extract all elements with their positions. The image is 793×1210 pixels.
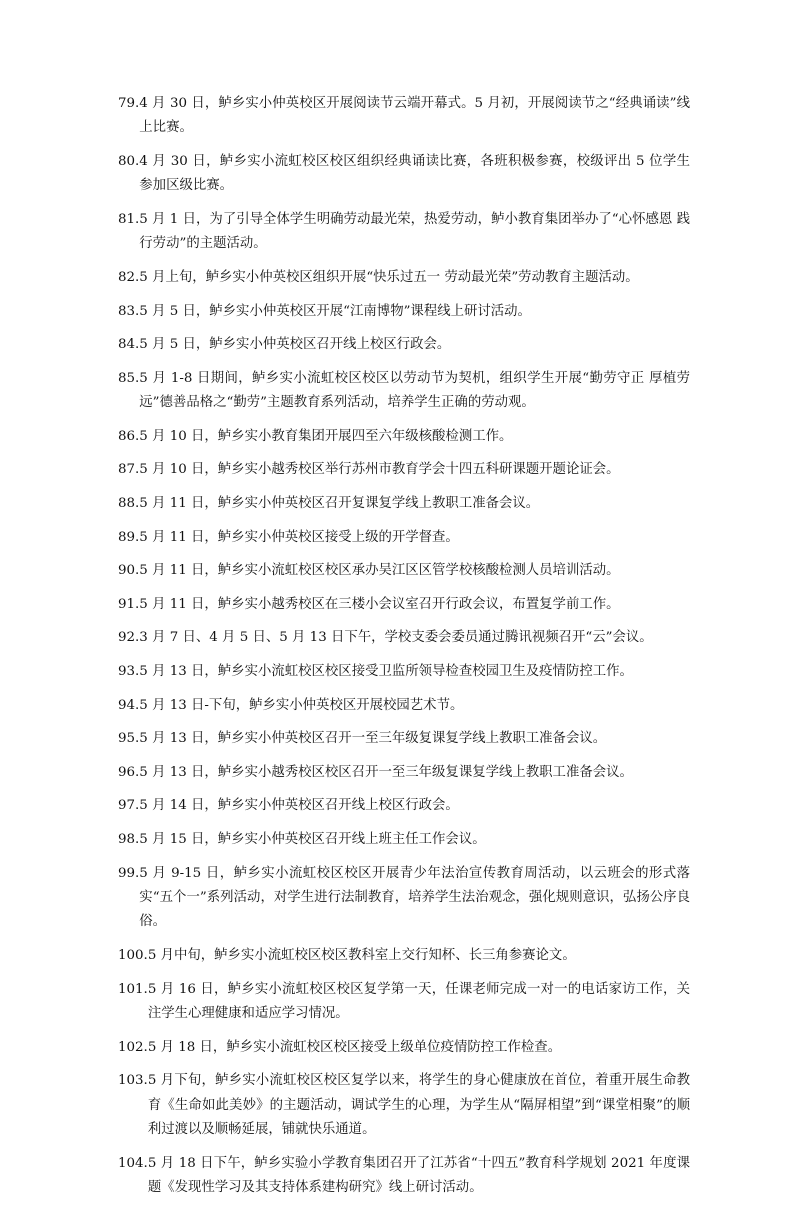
item-text: 5 月 5 日，鲈乡实小仲英校区开展“江南博物”课程线上研讨活动。 [139, 303, 531, 319]
item-text: 5 月 11 日，鲈乡实小越秀校区在三楼小会议室召开行政会议，布置复学前工作。 [139, 596, 620, 612]
list-item [118, 862, 690, 935]
item-number: 95. [118, 731, 140, 747]
list-item [118, 367, 690, 416]
item-text: 5 月 16 日，鲈乡实小流虹校区校区复学第一天，任课老师完成一对一的电话家访工作，关注学生心理健康和适应学习情况。 [147, 981, 690, 1021]
item-text: 5 月 15 日，鲈乡实小仲英校区召开线上班主任工作会议。 [139, 831, 486, 847]
list-item [118, 694, 690, 718]
list-item [118, 761, 690, 785]
list-item [118, 1036, 690, 1060]
item-text: 5 月 1 日，为了引导全体学生明确劳动最光荣，热爱劳动，鲈小教育集团举办了“心怀感恩 践行劳动”的主题活动。 [139, 212, 690, 252]
item-text: 5 月 11 日，鲈乡实小仲英校区召开复课复学线上教职工准备会议。 [139, 495, 540, 511]
list-item [118, 458, 690, 482]
list-item [118, 333, 690, 357]
list-item [118, 660, 690, 684]
item-number: 88. [118, 495, 140, 511]
item-number: 97. [118, 798, 140, 814]
item-number: 89. [118, 529, 140, 545]
item-text: 5 月下旬，鲈乡实小流虹校区校区复学以来，将学生的身心健康放在首位，着重开展生命教育《生命如此美妙》的主题活动，调试学生的心理，为学生从“隔屏相望”到“课堂相聚”的顺利过渡以及顺畅延展，铺就快乐通道。 [147, 1073, 690, 1137]
item-text: 5 月 18 日，鲈乡实小流虹校区校区接受上级单位疫情防控工作检查。 [147, 1039, 562, 1055]
item-text: 5 月 10 日，鲈乡实小教育集团开展四至六年级核酸检测工作。 [139, 428, 513, 444]
item-number: 83. [118, 303, 140, 319]
item-text: 5 月上旬，鲈乡实小仲英校区组织开展“快乐过五一 劳动最光荣”劳动教育主题活动。 [139, 270, 639, 285]
item-number: 79. [118, 96, 140, 111]
list-item [118, 626, 690, 650]
item-text: 5 月 1-8 日期间，鲈乡实小流虹校区校区以劳动节为契机，组织学生开展“勤劳守正 厚植劳远”德善品格之“勤劳”主题教育系列活动，培养学生正确的劳动观。 [139, 370, 690, 411]
item-number: 84. [118, 337, 140, 353]
list-item [118, 425, 690, 449]
item-text: 5 月 11 日，鲈乡实小仲英校区接受上级的开学督查。 [139, 529, 459, 545]
item-text: 5 月 9-15 日，鲈乡实小流虹校区校区开展青少年法治宣传教育周活动，以云班会的形式落实“五个一”系列活动，对学生进行法制教育，培养学生法治观念，强化规则意识，弘扬公序良俗。 [139, 865, 690, 930]
item-number: 92. [118, 630, 140, 646]
item-number: 87. [118, 462, 140, 478]
list-item [118, 1152, 690, 1201]
item-text: 4 月 30 日，鲈乡实小流虹校区校区组织经典诵读比赛，各班积极参赛，校级评出 5 位学生参加区级比赛。 [139, 154, 690, 194]
list-item [118, 978, 690, 1027]
item-number: 104. [118, 1155, 148, 1171]
item-number: 90. [118, 563, 140, 579]
item-text: 5 月 11 日，鲈乡实小流虹校区校区承办吴江区区管学校核酸检测人员培训活动。 [139, 563, 620, 579]
item-number: 80. [118, 154, 140, 169]
item-text: 5 月 13 日，鲈乡实小流虹校区校区接受卫监所领导检查校园卫生及疫情防控工作。 [139, 663, 633, 679]
list-item [118, 727, 690, 751]
item-number: 96. [118, 764, 140, 780]
item-number: 93. [118, 663, 140, 679]
item-number: 86. [118, 428, 140, 444]
list-item [118, 828, 690, 852]
item-number: 85. [118, 370, 140, 386]
list-item [118, 559, 690, 583]
item-number: 82. [118, 270, 140, 285]
item-text: 5 月 14 日，鲈乡实小仲英校区召开线上校区行政会。 [139, 798, 459, 814]
list-item [118, 150, 690, 199]
list-item [118, 944, 690, 968]
event-list [118, 92, 690, 1210]
item-number: 102. [118, 1039, 148, 1055]
item-text: 5 月 10 日，鲈乡实小越秀校区举行苏州市教育学会十四五科研课题开题论证会。 [139, 462, 620, 478]
item-number: 94. [118, 697, 140, 713]
list-item [118, 492, 690, 516]
item-number: 99. [118, 865, 140, 881]
item-number: 91. [118, 596, 140, 612]
list-item [118, 1069, 690, 1142]
item-text: 5 月 13 日-下旬，鲈乡实小仲英校区开展校园艺术节。 [139, 697, 464, 713]
item-text: 3 月 7 日、4 月 5 日、5 月 13 日下午，学校支委会委员通过腾讯视频召开“云”会议。 [139, 630, 653, 646]
list-item [118, 593, 690, 617]
item-text: 5 月 13 日，鲈乡实小仲英校区召开一至三年级复课复学线上教职工准备会议。 [139, 731, 607, 747]
list-item [118, 266, 690, 290]
item-text: 5 月 18 日下午，鲈乡实验小学教育集团召开了江苏省“十四五”教育科学规划 2021 年度课题《发现性学习及其支持体系建构研究》线上研讨活动。 [147, 1155, 690, 1195]
item-text: 4 月 30 日，鲈乡实小仲英校区开展阅读节云端开幕式。5 月初，开展阅读节之“经典诵读”线上比赛。 [139, 96, 690, 136]
list-item [118, 794, 690, 818]
item-text: 5 月 13 日，鲈乡实小越秀校区校区召开一至三年级复课复学线上教职工准备会议。 [139, 764, 633, 780]
item-text: 5 月中旬，鲈乡实小流虹校区校区教科室上交行知杯、长三角参赛论文。 [147, 947, 576, 963]
item-number: 103. [118, 1073, 148, 1089]
item-number: 101. [118, 981, 148, 997]
list-item [118, 526, 690, 550]
list-item [118, 92, 690, 141]
item-number: 81. [118, 212, 140, 227]
list-item [118, 300, 690, 324]
item-text: 5 月 5 日，鲈乡实小仲英校区召开线上校区行政会。 [139, 337, 451, 353]
list-item [118, 208, 690, 257]
item-number: 100. [118, 947, 148, 963]
item-number: 98. [118, 831, 140, 847]
